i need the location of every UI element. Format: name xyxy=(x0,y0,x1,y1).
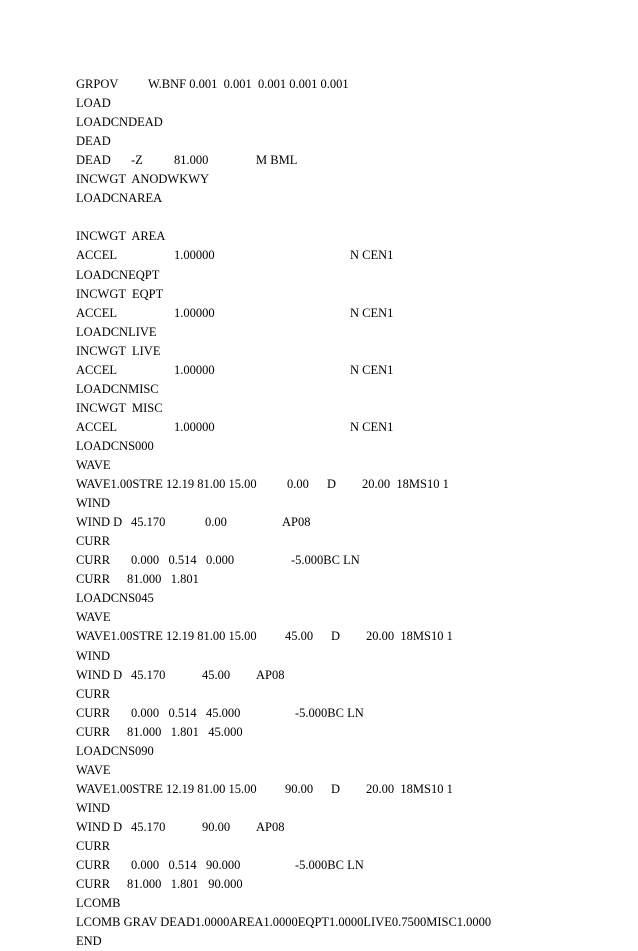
text-field: CURR xyxy=(76,534,111,549)
text-field: D xyxy=(331,781,341,796)
text-field: WIND xyxy=(76,800,111,815)
text-line xyxy=(0,456,638,475)
text-field: AP08 xyxy=(282,515,311,530)
text-field: 0.00 xyxy=(205,515,227,530)
text-field: WAVE1.00STRE 12.19 81.00 15.00 xyxy=(76,629,257,644)
text-field: 20.00 18MS10 1 xyxy=(366,781,453,796)
text-field: END xyxy=(76,934,102,949)
text-field: LCOMB xyxy=(76,896,121,911)
text-field: LOADCNEQPT xyxy=(76,267,160,282)
text-field: 0.000 0.514 90.000 xyxy=(131,858,241,873)
text-field: LOADCNMISC xyxy=(76,381,159,396)
text-field: WIND D xyxy=(76,515,123,530)
text-line xyxy=(0,475,638,494)
text-line xyxy=(0,246,638,265)
text-field: LOADCNS045 xyxy=(76,591,154,606)
text-line xyxy=(0,513,638,532)
text-line xyxy=(0,551,638,570)
text-field: INCWGT EQPT xyxy=(76,286,164,301)
text-line xyxy=(0,894,638,913)
text-field: 45.170 xyxy=(131,515,166,530)
text-field: INCWGT LIVE xyxy=(76,343,161,358)
text-line xyxy=(0,761,638,780)
text-line xyxy=(0,75,638,94)
text-field: 0.00 xyxy=(287,477,309,492)
text-field: 0.000 0.514 0.000 xyxy=(131,553,235,568)
text-field: M BML xyxy=(256,153,298,168)
text-field: CURR xyxy=(76,705,111,720)
text-line xyxy=(0,494,638,513)
text-field: N CEN1 xyxy=(350,419,394,434)
text-field: LCOMB GRAV DEAD1.0000AREA1.0000EQPT1.0000LIVE0.7500MISC1.0000 xyxy=(76,915,492,930)
text-field: CURR xyxy=(76,877,111,892)
text-field: INCWGT MISC xyxy=(76,400,163,415)
text-line xyxy=(0,837,638,856)
text-field: ACCEL xyxy=(76,419,117,434)
text-field: WAVE1.00STRE 12.19 81.00 15.00 xyxy=(76,477,257,492)
text-line xyxy=(0,856,638,875)
text-line xyxy=(0,113,638,132)
text-field: 1.00000 xyxy=(174,305,215,320)
text-line xyxy=(0,304,638,323)
text-line xyxy=(0,780,638,799)
text-line xyxy=(0,189,638,208)
text-field: INCWGT ANODWKWY xyxy=(76,172,210,187)
text-line xyxy=(0,532,638,551)
text-field: 81.000 xyxy=(174,153,209,168)
text-line xyxy=(0,361,638,380)
text-field: ACCEL xyxy=(76,362,117,377)
text-line xyxy=(0,170,638,189)
text-field: 90.00 xyxy=(285,781,314,796)
text-line xyxy=(0,913,638,932)
text-field: LOADCNLIVE xyxy=(76,324,157,339)
text-field: 20.00 18MS10 1 xyxy=(362,477,449,492)
text-line xyxy=(0,132,638,151)
text-line xyxy=(0,208,638,227)
text-field: 20.00 18MS10 1 xyxy=(366,629,453,644)
text-field: WAVE xyxy=(76,762,111,777)
text-line xyxy=(0,608,638,627)
text-field: WIND xyxy=(76,648,111,663)
text-field: WAVE xyxy=(76,610,111,625)
text-field: 90.00 xyxy=(202,819,231,834)
text-field: CURR xyxy=(76,572,111,587)
text-field: DEAD xyxy=(76,153,111,168)
text-line xyxy=(0,627,638,646)
text-field: CURR xyxy=(76,724,111,739)
text-line xyxy=(0,704,638,723)
text-line xyxy=(0,932,638,951)
text-field: 45.170 xyxy=(131,667,166,682)
text-line xyxy=(0,818,638,837)
text-field: WAVE xyxy=(76,458,111,472)
text-field: N CEN1 xyxy=(350,362,394,377)
text-field: 81.000 1.801 45.000 xyxy=(127,724,243,739)
text-line xyxy=(0,723,638,742)
text-line xyxy=(0,437,638,456)
text-line xyxy=(0,227,638,246)
text-field: N CEN1 xyxy=(350,305,394,320)
text-field: LOADCNDEAD xyxy=(76,115,163,130)
text-field: GRPOV xyxy=(76,77,119,91)
text-field: D xyxy=(331,629,341,644)
text-line xyxy=(0,647,638,666)
text-field: CURR xyxy=(76,553,111,568)
text-field: -5.000BC LN xyxy=(291,553,360,568)
text-field: WIND xyxy=(76,496,111,511)
text-field: DEAD xyxy=(76,134,111,149)
text-field: D xyxy=(327,477,337,492)
text-field: -5.000BC LN xyxy=(295,858,364,873)
text-field: CURR xyxy=(76,858,111,873)
text-line xyxy=(0,570,638,589)
text-field: CURR xyxy=(76,686,111,701)
text-line xyxy=(0,666,638,685)
text-field: -5.000BC LN xyxy=(295,705,364,720)
text-field: CURR xyxy=(76,839,111,853)
text-field: INCWGT AREA xyxy=(76,229,166,244)
text-field: ACCEL xyxy=(76,305,117,320)
text-field: AP08 xyxy=(256,667,285,682)
text-field: 45.170 xyxy=(131,819,166,834)
text-field: AP08 xyxy=(256,819,285,834)
text-field: WIND D xyxy=(76,819,123,834)
text-line xyxy=(0,799,638,818)
text-field: WAVE1.00STRE 12.19 81.00 15.00 xyxy=(76,781,257,796)
text-field: -Z xyxy=(131,153,143,168)
text-field: 1.00000 xyxy=(174,419,215,434)
text-field: 81.000 1.801 xyxy=(127,572,199,587)
text-line xyxy=(0,742,638,761)
text-field: LOAD xyxy=(76,96,111,111)
text-line xyxy=(0,418,638,437)
text-line xyxy=(0,94,638,113)
text-field: W.BNF 0.001 0.001 0.001 0.001 0.001 xyxy=(148,77,349,91)
text-line xyxy=(0,323,638,342)
text-field: 45.00 xyxy=(202,667,231,682)
text-field: 45.00 xyxy=(285,629,314,644)
text-line xyxy=(0,685,638,704)
text-line xyxy=(0,285,638,304)
text-line xyxy=(0,151,638,170)
text-line xyxy=(0,380,638,399)
text-field: N CEN1 xyxy=(350,248,394,263)
text-field: LOADCNS090 xyxy=(76,743,154,758)
text-line xyxy=(0,589,638,608)
text-field: LOADCNS000 xyxy=(76,438,154,453)
text-line xyxy=(0,875,638,894)
text-field: 0.000 0.514 45.000 xyxy=(131,705,241,720)
text-field: 1.00000 xyxy=(174,248,215,263)
text-line xyxy=(0,399,638,418)
text-line xyxy=(0,266,638,285)
text-field: 81.000 1.801 90.000 xyxy=(127,877,243,892)
text-field: LOADCNAREA xyxy=(76,191,163,206)
text-field: 1.00000 xyxy=(174,362,215,377)
text-line xyxy=(0,342,638,361)
text-field: ACCEL xyxy=(76,248,117,263)
text-field: WIND D xyxy=(76,667,123,682)
